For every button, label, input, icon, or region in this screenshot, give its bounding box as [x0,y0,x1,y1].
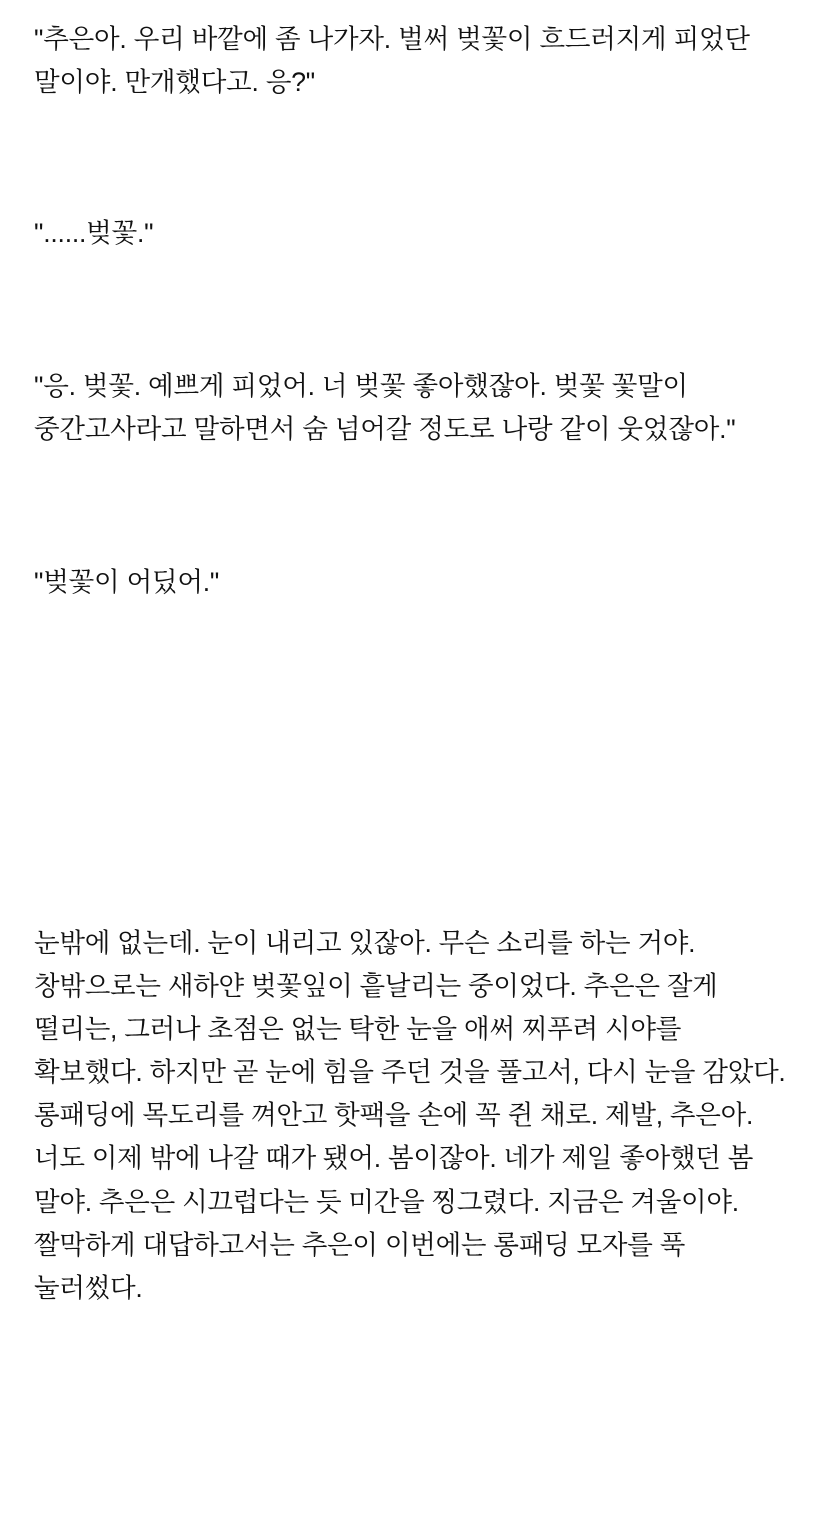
paragraph-dialogue-1: "추은아. 우리 바깥에 좀 나가자. 벌써 벚꽃이 흐드러지게 피었단 말이야. 만개했다고. 응?" [34,24,750,97]
paragraph-dialogue-4: "벚꽃이 어딨어." [34,566,220,597]
paragraph-spacer-4 [34,604,794,922]
paragraph-spacer-2 [34,255,794,365]
paragraph-spacer-3 [34,451,794,561]
paragraph-spacer-1 [34,104,794,212]
paragraph-narration: 눈밖에 없는데. 눈이 내리고 있잖아. 무슨 소리를 하는 거야. 창밖으로는 새하얀 벚꽃잎이 흩날리는 중이었다. 추은은 잘게 떨리는, 그러나 초점은 없는 탁한 눈을 애써 찌푸려 시야를 확보했다. 하지만 곧 눈에 힘을 주던 것을 풀고서, 다시 눈을 감았다. 롱패딩에 목도리를 껴안고 핫팩을 손에 꼭 쥔 채로. 제발, 추은아. 너도 이제 밖에 나갈 때가 됐어. 봄이잖아. 네가 제일 좋아했던 봄 말야. 추은은 시끄럽다는 듯 미간을 찡그렸다. 지금은 겨울이야. 짤막하게 대답하고서는 추은이 이번에는 롱패딩 모자를 푹 눌러썼다. [34,927,786,1304]
paragraph-dialogue-2: "......벚꽃." [34,217,154,248]
paragraph-dialogue-3: "응. 벚꽃. 예쁘게 피었어. 너 벚꽃 좋아했잖아. 벚꽃 꽃말이 중간고사라고 말하면서 숨 넘어갈 정도로 나랑 같이 웃었잖아." [34,370,736,444]
